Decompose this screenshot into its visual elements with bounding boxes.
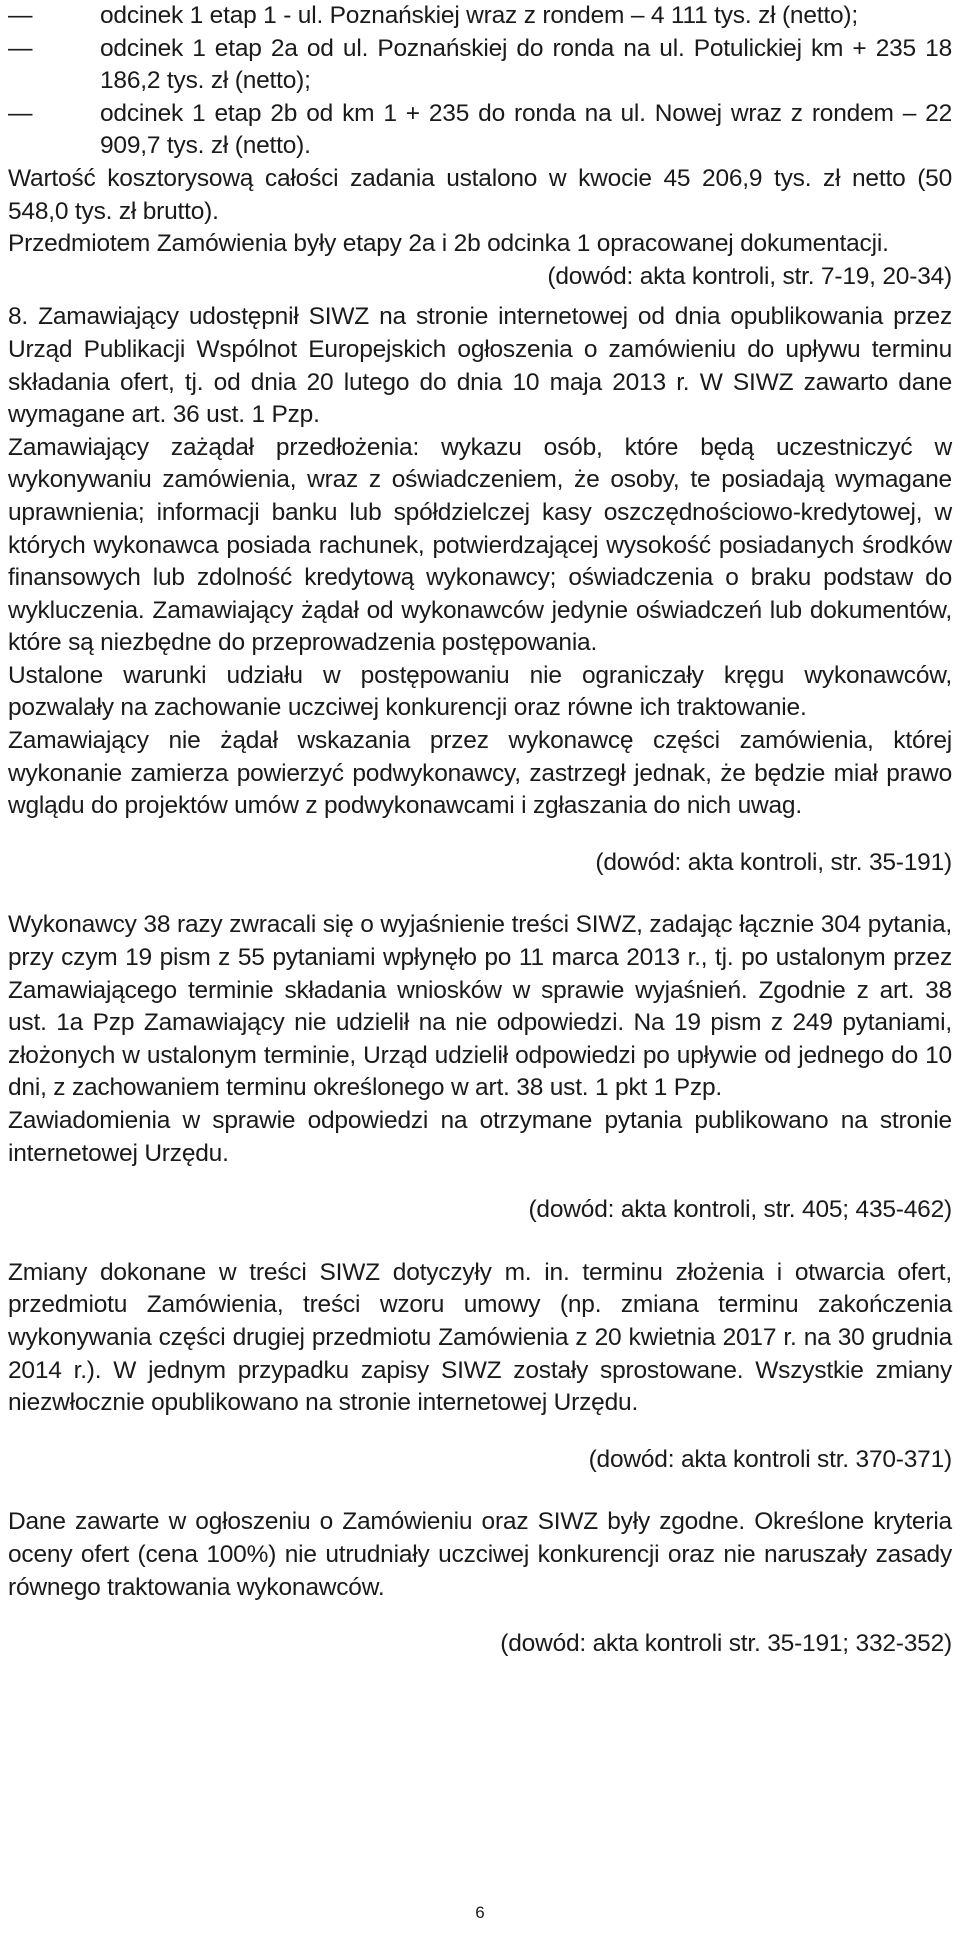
notice-consistency-paragraph: Dane zawarte w ogłoszeniu o Zamówieniu oraz SIWZ były zgodne. Określone kryteria oceny ofert (cena 100%) nie utrudniały uczciwej konkurencji oraz nie naruszały zasady równego traktowania wykonawców.: [8, 1508, 952, 1601]
evidence-reference: (dowód: akta kontroli, str. 7-19, 20-34): [547, 262, 952, 290]
bullet-text: odcinek 1 etap 2a od ul. Poznańskiej do ronda na ul. Potulickiej km + 235 18 186,2 tys. zł (netto);: [100, 34, 952, 95]
page-number: 6: [475, 1903, 485, 1922]
dash-bullet-icon: —: [8, 34, 33, 62]
notifications-paragraph: Zawiadomienia w sprawie odpowiedzi na otrzymane pytania publikowano na stronie internetowej Urzędu.: [8, 1107, 952, 1167]
evidence-reference: (dowód: akta kontroli str. 35-191; 332-352): [500, 1630, 952, 1658]
clarification-questions-paragraph: Wykonawcy 38 razy zwracali się o wyjaśnienie treści SIWZ, zadając łącznie 304 pytania, przy czym 19 pism z 55 pytaniami wpłynęło po 11 marca 2013 r., tj. po ustalonym przez Zamawiającego terminie składania wniosków w sprawie wyjaśnień. Zgodnie z art. 38 ust. 1a Pzp Zamawiający nie udzielił na nie odpowiedzi. Na 19 pism z 249 pytaniami, złożonych w ustalonym terminie, Urząd udzielił odpowiedzi po upływie od jednego do 10 dni, z zachowaniem terminu określonego w art. 38 ust. 1 pkt 1 Pzp.: [8, 911, 952, 1102]
cost-estimate-paragraph: Wartość kosztorysową całości zadania ustalono w kwocie 45 206,9 tys. zł netto (50 548,0 tys. zł brutto).: [8, 164, 952, 225]
subject-paragraph: Przedmiotem Zamówienia były etapy 2a i 2b odcinka 1 opracowanej dokumentacji.: [8, 230, 889, 258]
bullet-item: [8, 33, 952, 98]
bullet-item: [8, 98, 952, 163]
siwz-publication-paragraph: 8. Zamawiający udostępnił SIWZ na stronie internetowej od dnia opublikowania przez Urząd Publikacji Wspólnot Europejskich ogłoszenia o zamówieniu do upływu terminu składania ofert, tj. od dnia 20 lutego do dnia 10 maja 2013 r. W SIWZ zawarto dane wymagane art. 36 ust. 1 Pzp.: [8, 303, 952, 429]
bullet-text: odcinek 1 etap 1 - ul. Poznańskiej wraz z rondem – 4 111 tys. zł (netto);: [100, 2, 858, 29]
required-documents-paragraph: Zamawiający zażądał przedłożenia: wykazu osób, które będą uczestniczyć w wykonywaniu zamówienia, wraz z oświadczeniem, że osoby, te posiadają wymagane uprawnienia; informacji banku lub spółdzielczej kasy oszczędnościowo-kredytowej, w których wykonawca posiada rachunek, potwierdzającej wysokość posiadanych środków finansowych lub zdolność kredytową wykonawcy; oświadczenia o braku podstaw do wykluczenia. Zamawiający żądał od wykonawców jedynie oświadczeń lub dokumentów, które są niezbędne do przeprowadzenia postępowania.: [8, 433, 952, 657]
dash-bullet-icon: —: [8, 2, 33, 29]
bullet-text: odcinek 1 etap 2b od km 1 + 235 do ronda na ul. Nowej wraz z rondem – 22 909,7 tys. zł (netto).: [100, 99, 952, 160]
participation-conditions-paragraph: Ustalone warunki udziału w postępowaniu nie ograniczały kręgu wykonawców, pozwalały na zachowanie uczciwej konkurencji oraz równe ich traktowanie.: [8, 661, 952, 722]
document-body: [8, 0, 952, 1661]
dash-bullet-icon: —: [8, 99, 33, 127]
evidence-reference: (dowód: akta kontroli, str. 35-191): [595, 848, 952, 876]
evidence-reference: (dowód: akta kontroli str. 370-371): [588, 1445, 952, 1473]
evidence-reference: (dowód: akta kontroli, str. 405; 435-462): [528, 1196, 952, 1224]
siwz-changes-paragraph: Zmiany dokonane w treści SIWZ dotyczyły m. in. terminu złożenia i otwarcia ofert, przedmiotu Zamówienia, treści wzoru umowy (np. zmiana terminu zakończenia wykonywania części drugiej przedmiotu Zamówienia z 20 kwietnia 2017 r. na 30 grudnia 2014 r.). W jednym przypadku zapisy SIWZ zostały sprostowane. Wszystkie zmiany niezwłocznie opublikowano na stronie internetowej Urzędu.: [8, 1258, 952, 1417]
subcontractor-paragraph: Zamawiający nie żądał wskazania przez wykonawcę części zamówienia, której wykonanie zamierza powierzyć podwykonawcy, zastrzegł jednak, że będzie miał prawo wglądu do projektów umów z podwykonawcami i zgłaszania do nich uwag.: [8, 727, 952, 820]
cost-bullet-list: [8, 0, 952, 163]
bullet-item: [8, 0, 952, 33]
